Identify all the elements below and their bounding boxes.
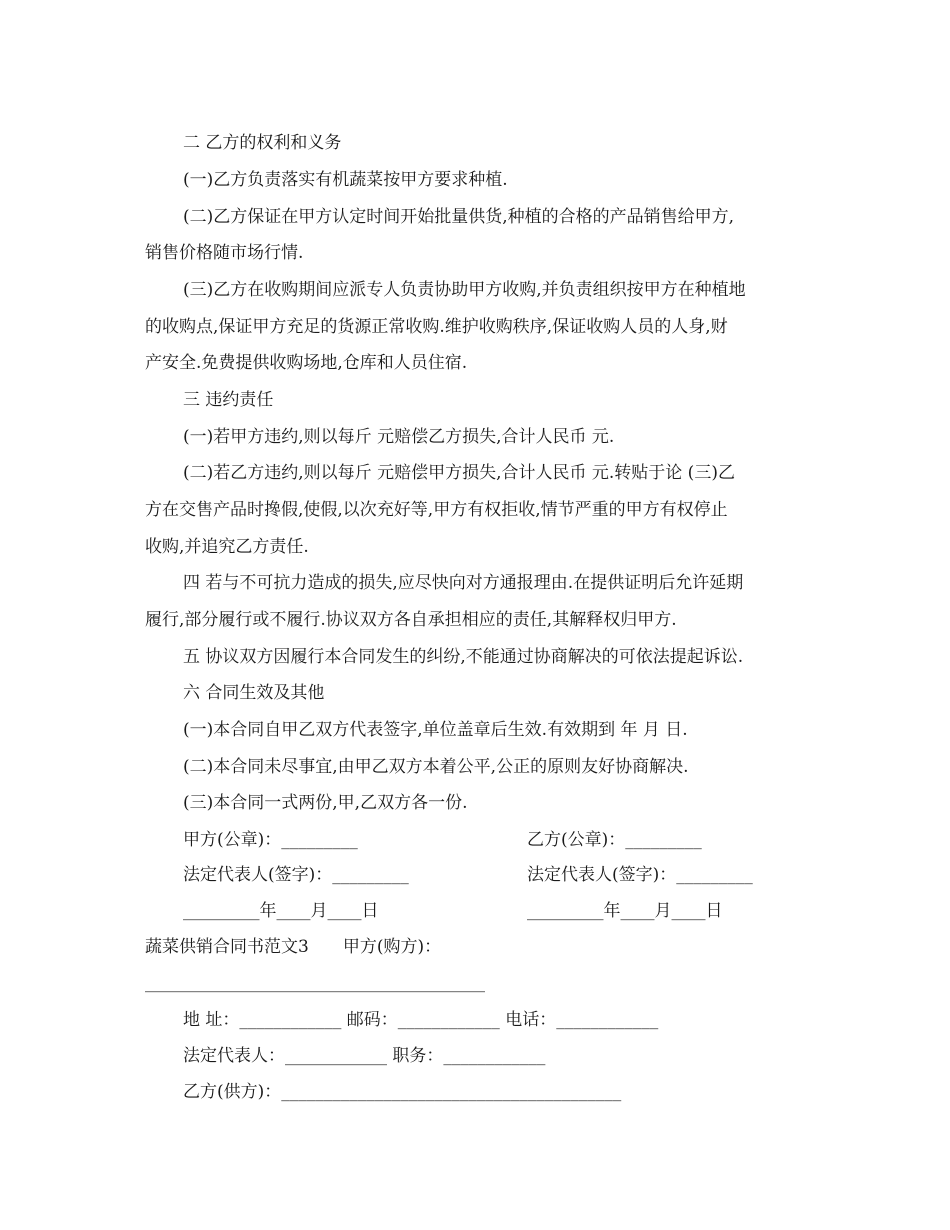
section-6-item-2: (二)本合同未尽事宜,由甲乙双方本着公平,公正的原则友好协商解决. [183,757,689,777]
rep-position-line: 法定代表人：____________ 职务：____________ [183,1046,546,1066]
party-a-date-field: _________年____月____日 [183,901,379,921]
section-3-item-2-line-1: (二)若乙方违约,则以每斤 元赔偿甲方损失,合计人民币 元.转贴于论 (三)乙 [183,463,735,483]
next-contract-title: 蔬菜供销合同书范文3 甲方(购方)： [145,937,442,957]
section-2-item-2-line-2: 销售价格随市场行情. [145,243,304,263]
party-b-rep-field: 法定代表人(签字)：_________ [527,865,753,885]
party-a-seal-field: 甲方(公章)：_________ [183,830,358,850]
party-b-supplier-line: 乙方(供方)：________________________________________ [183,1082,622,1102]
section-2-item-2-line-1: (二)乙方保证在甲方认定时间开始批量供货,种植的合格的产品销售给甲方, [183,207,735,227]
section-3-title: 三 违约责任 [183,390,274,410]
buyer-name-underline: ________________________________________ [145,973,485,993]
section-3-item-1: (一)若甲方违约,则以每斤 元赔偿乙方损失,合计人民币 元. [183,427,615,447]
section-6-item-1: (一)本合同自甲乙双方代表签字,单位盖章后生效.有效期到 年 月 日. [183,720,688,740]
section-2-item-3-line-3: 产安全.免费提供收购场地,仓库和人员住宿. [145,353,468,373]
section-5: 五 协议双方因履行本合同发生的纠纷,不能通过协商解决的可依法提起诉讼. [183,647,744,667]
section-3-item-2-line-2: 方在交售产品时搀假,使假,以次充好等,甲方有权拒收,情节严重的甲方有权停止 [145,500,728,520]
section-2-item-1: (一)乙方负责落实有机蔬菜按甲方要求种植. [183,170,508,190]
party-a-rep-field: 法定代表人(签字)：_________ [183,865,409,885]
section-4-line-1: 四 若与不可抗力造成的损失,应尽快向对方通报理由.在提供证明后允许延期 [183,573,744,593]
address-postcode-phone-line: 地 址：____________ 邮码：____________ 电话：____________ [183,1010,659,1030]
section-2-item-3-line-1: (三)乙方在收购期间应派专人负责协助甲方收购,并负责组织按甲方在种植地 [183,280,746,300]
party-b-seal-field: 乙方(公章)：_________ [527,830,702,850]
section-2-item-3-line-2: 的收购点,保证甲方充足的货源正常收购.维护收购秩序,保证收购人员的人身,财 [145,317,728,337]
section-6-item-3: (三)本合同一式两份,甲,乙双方各一份. [183,793,468,813]
section-2-title: 二 乙方的权利和义务 [183,133,342,153]
section-4-line-2: 履行,部分履行或不履行.协议双方各自承担相应的责任,其解释权归甲方. [145,610,677,630]
section-6-title: 六 合同生效及其他 [183,683,325,703]
party-b-date-field: _________年____月____日 [527,901,723,921]
section-3-item-2-line-3: 收购,并追究乙方责任. [145,537,309,557]
